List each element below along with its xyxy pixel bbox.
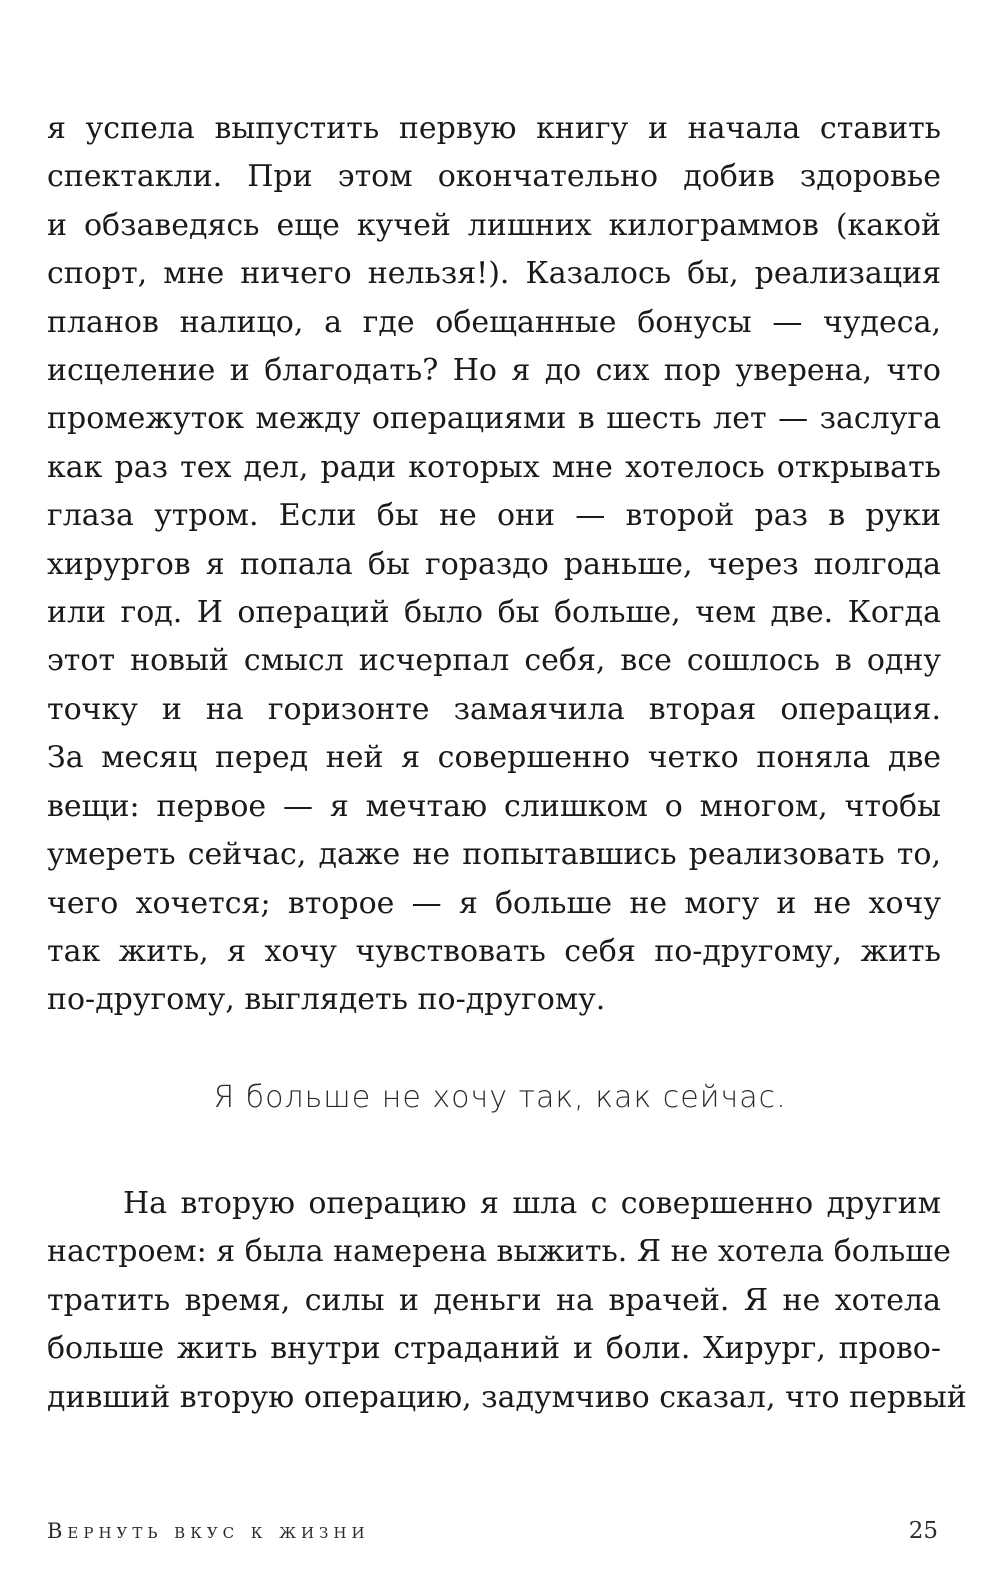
text-line: умереть сейчас, даже не попытавшись реализовать то, (47, 837, 941, 873)
text-line: и обзаведясь еще кучей лишних килограммов (какой (47, 207, 941, 243)
text-line: исцеление и благодать? Но я до сих пор уверена, что (47, 353, 941, 389)
text-line: больше жить внутри страданий и боли. Хирург, прово- (47, 1331, 941, 1367)
text-line: спорт, мне ничего нельзя!). Казалось бы, реализация (47, 256, 941, 292)
text-line: глаза утром. Если бы не они — второй раз в руки (47, 498, 941, 534)
text-line: я успела выпустить первую книгу и начала ставить (47, 111, 941, 146)
pull-quote: Я больше не хочу так, как сейчас. (213, 1080, 787, 1115)
running-footer-title: Вернуть вкус к жизни (47, 1519, 370, 1543)
text-line: За месяц перед ней я совершенно четко поняла две (47, 740, 941, 776)
text-line: как раз тех дел, ради которых мне хотелось открывать (47, 449, 941, 485)
paragraph-1 (47, 105, 941, 1025)
text-line: спектакли. При этом окончательно добив здоровье (47, 159, 941, 195)
text-line: тратить время, силы и деньги на врачей. Я не хотела (47, 1282, 941, 1318)
text-line: этот новый смысл исчерпал себя, все сошлось в одну (47, 643, 941, 679)
text-line: или год. И операций было бы больше, чем две. Когда (47, 595, 941, 631)
text-line: На вторую операцию я шла с совершенно другим (123, 1186, 941, 1221)
text-line: по-другому, выглядеть по-другому. (47, 982, 606, 1018)
text-line: чего хочется; второе — я больше не могу и не хочу (47, 885, 941, 921)
text-line: настроем: я была намерена выжить. Я не хотела больше (47, 1234, 951, 1270)
text-line: так жить, я хочу чувствовать себя по-другому, жить (47, 933, 941, 969)
text-line: промежуток между операциями в шесть лет — заслуга (47, 401, 941, 437)
text-line: планов налицо, а где обещанные бонусы — чудеса, (47, 304, 941, 340)
text-line: дивший вторую операцию, задумчиво сказал, что первый (47, 1379, 967, 1415)
text-line: хирургов я попала бы гораздо раньше, через полгода (47, 546, 941, 582)
page-number: 25 (908, 1518, 938, 1544)
paragraph-2 (47, 1180, 967, 1422)
text-line: точку и на горизонте замаячила вторая операция. (47, 691, 941, 727)
text-line: вещи: первое — я мечтаю слишком о многом, чтобы (47, 788, 941, 824)
